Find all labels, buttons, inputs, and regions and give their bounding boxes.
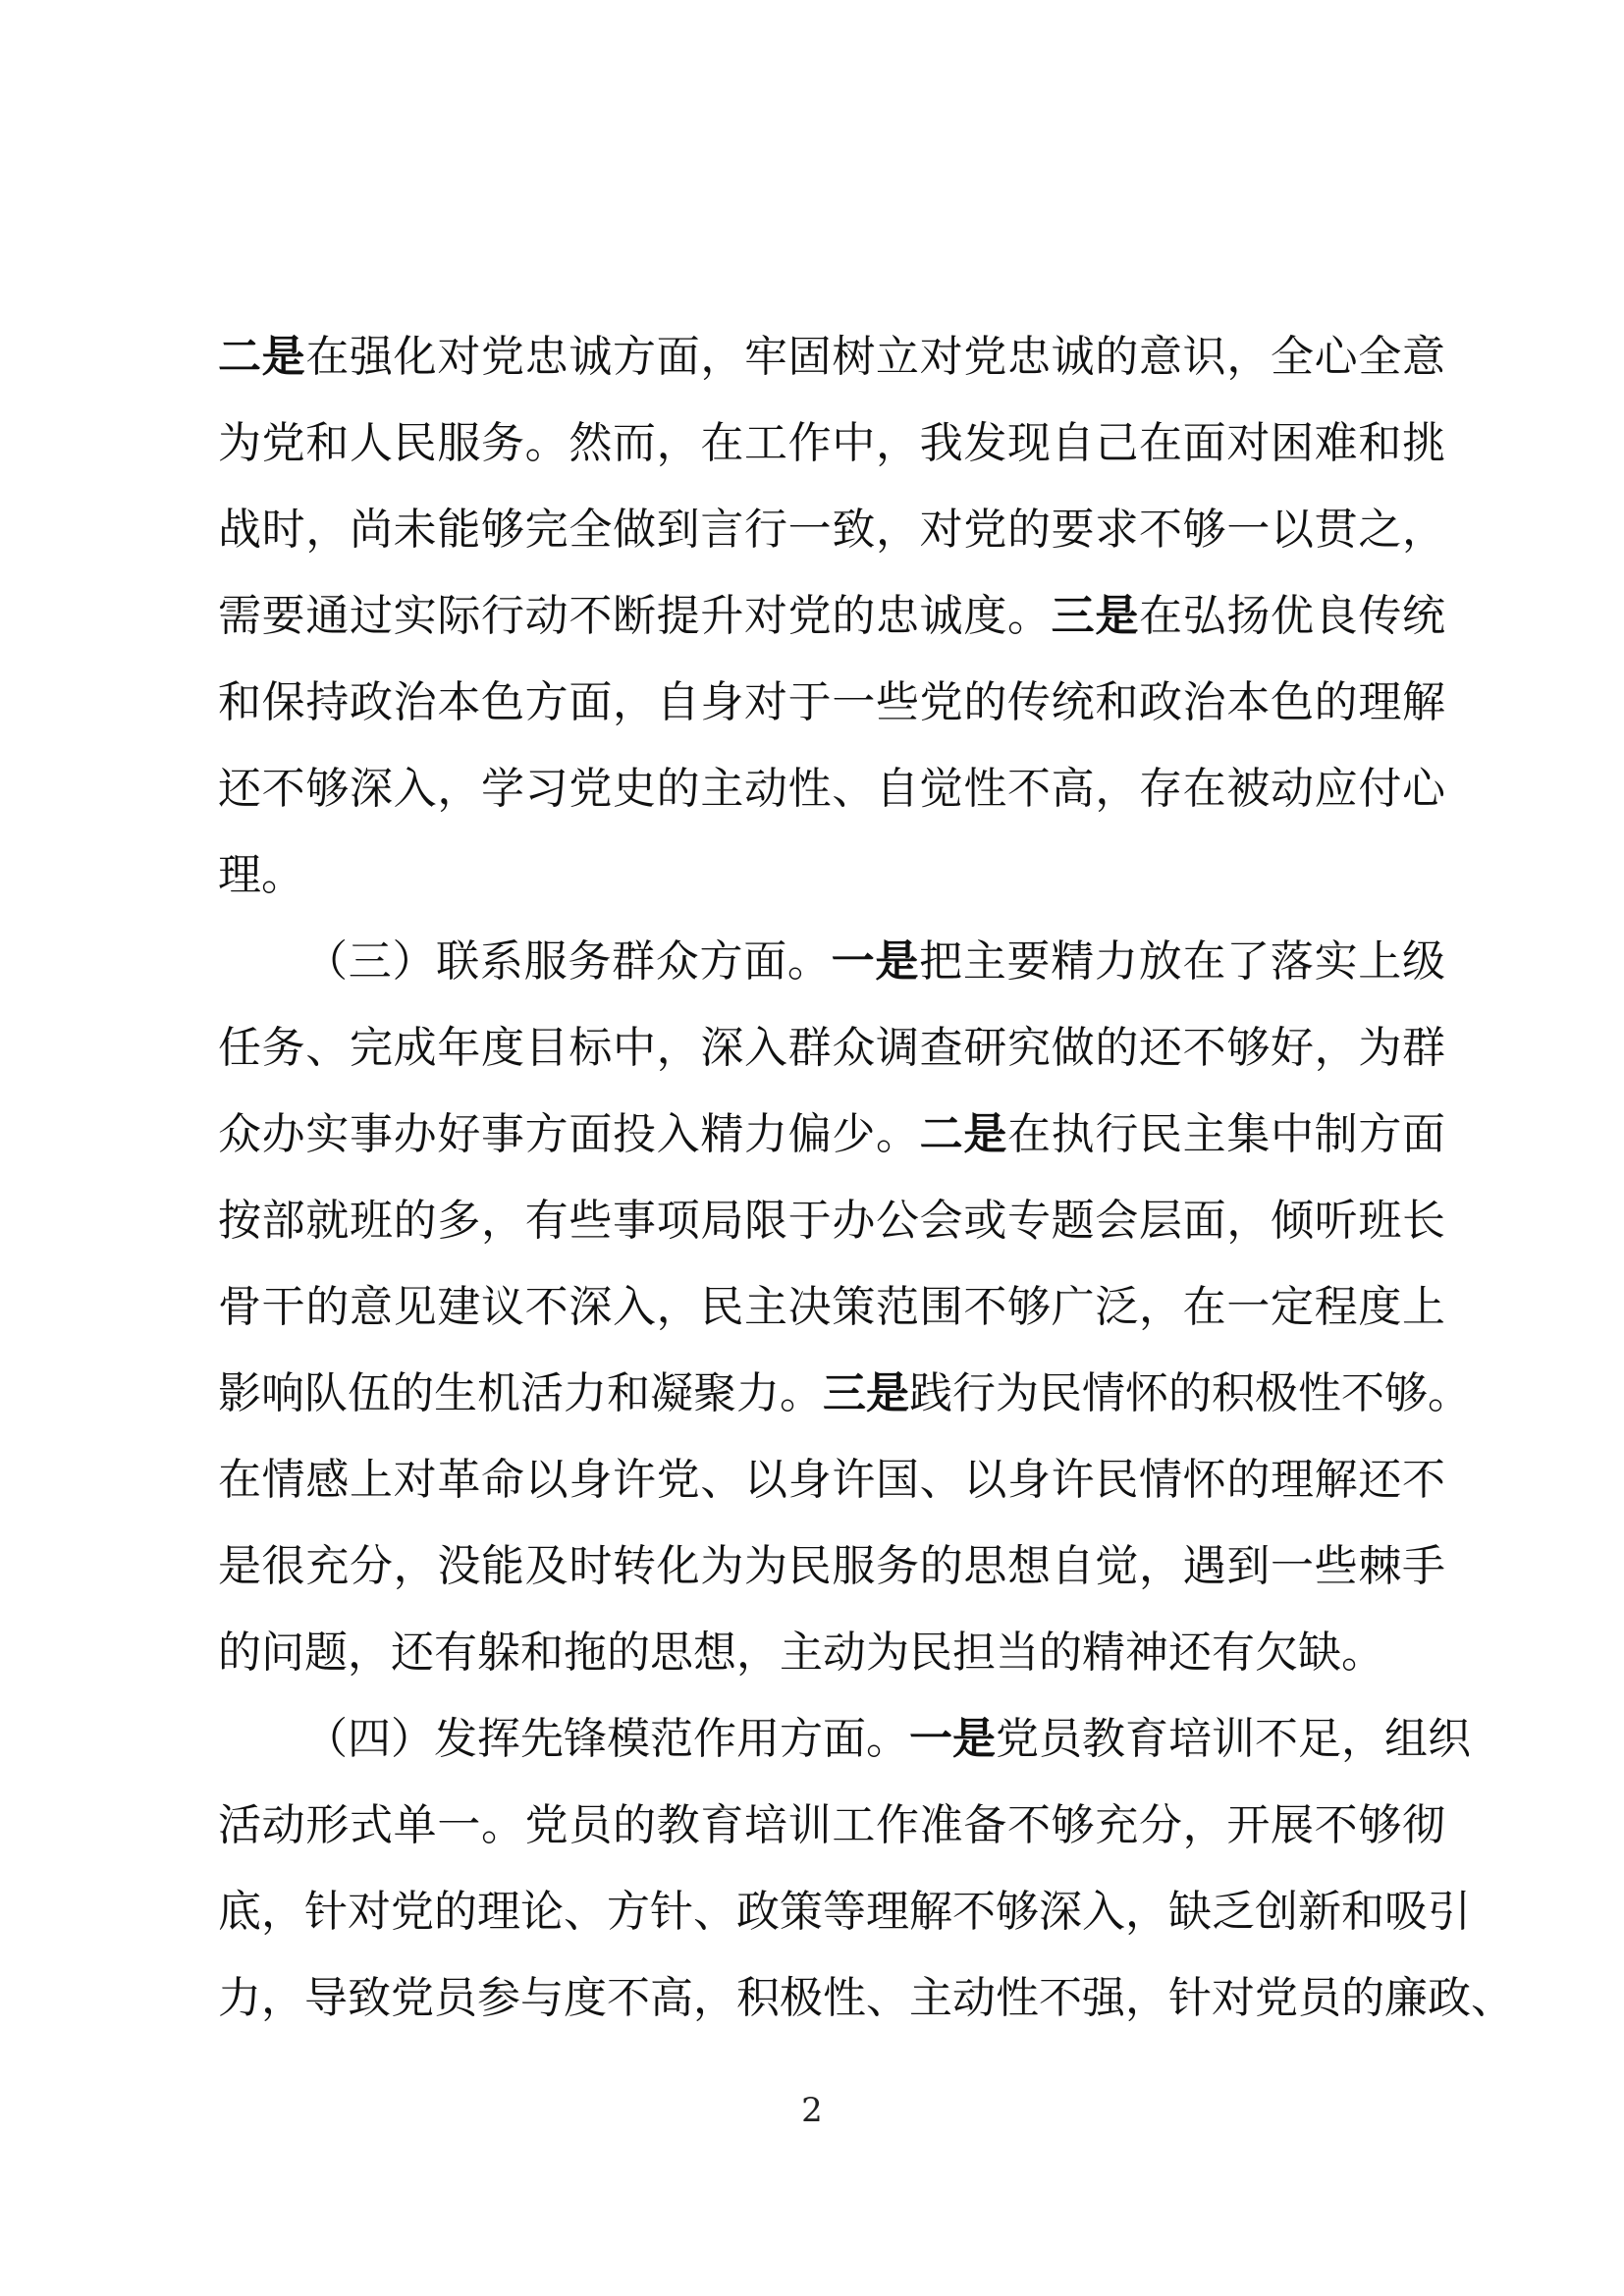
text-segment: 践行为民情怀的积极性不够。 [909, 1368, 1471, 1418]
bold-text-segment: 三是 [1051, 591, 1140, 641]
text-segment: 按部就班的多，有些事项局限于办公会或专题会层面，倾听班长 [218, 1196, 1445, 1246]
bold-text-segment: 一是 [909, 1714, 996, 1764]
text-segment: 为党和人民服务。然而，在工作中，我发现自己在面对困难和挑 [218, 418, 1445, 468]
text-line [218, 919, 1445, 1005]
text-line [218, 1437, 1445, 1523]
text-line [218, 1783, 1445, 1869]
text-line [218, 487, 1445, 573]
bold-text-segment: 一是 [831, 936, 920, 987]
text-line [218, 1696, 1471, 1783]
document-body-text [218, 314, 1514, 2042]
bold-text-segment: 二是 [919, 1109, 1008, 1159]
text-segment: 战时，尚未能够完全做到言行一致，对党的要求不够一以贯之， [218, 505, 1445, 555]
bold-text-segment: 三是 [823, 1368, 909, 1418]
text-line [218, 573, 1445, 660]
text-line [218, 1005, 1445, 1092]
text-line [218, 1955, 1514, 2042]
text-segment: 需要通过实际行动不断提升对党的忠诚度。 [218, 591, 1052, 641]
text-segment: 影响队伍的生机活力和凝聚力。 [218, 1368, 823, 1418]
bold-text-segment: 二是 [218, 332, 306, 382]
text-segment: （三）联系服务群众方面。 [304, 936, 832, 987]
text-segment: 和保持政治本色方面，自身对于一些党的传统和政治本色的理解 [218, 677, 1445, 727]
text-line [218, 314, 1445, 400]
text-line [218, 1264, 1445, 1351]
text-line [218, 1092, 1445, 1178]
text-segment: 还不够深入，学习党史的主动性、自觉性不高，存在被动应付心 [218, 764, 1445, 814]
text-segment: 在强化对党忠诚方面，牢固树立对党忠诚的意识，全心全意 [305, 332, 1446, 382]
page-number: 2 [801, 2091, 823, 2130]
text-segment: 在执行民主集中制方面 [1007, 1109, 1446, 1159]
text-segment: 活动形式单一。党员的教育培训工作准备不够充分，开展不够彻 [218, 1800, 1445, 1850]
text-segment: 任务、完成年度目标中，深入群众调查研究做的还不够好，为群 [218, 1023, 1445, 1073]
text-segment: 把主要精力放在了落实上级 [919, 936, 1446, 987]
text-segment: 力，导致党员参与度不高，积极性、主动性不强，针对党员的廉政、 [218, 1973, 1514, 2023]
text-line [218, 1610, 1445, 1696]
text-segment: 是很充分，没能及时转化为为民服务的思想自觉，遇到一些棘手 [218, 1541, 1445, 1591]
text-line [218, 660, 1445, 746]
text-segment: （四）发挥先锋模范作用方面。 [304, 1714, 909, 1764]
text-line [218, 1351, 1471, 1437]
text-line [218, 746, 1445, 832]
text-line [218, 1178, 1445, 1264]
text-segment: 众办实事办好事方面投入精力偏少。 [218, 1109, 920, 1159]
text-segment: 理。 [218, 850, 304, 900]
text-segment: 底，针对党的理论、方针、政策等理解不够深入，缺乏创新和吸引 [218, 1887, 1471, 1937]
text-line [218, 400, 1445, 487]
text-line [218, 832, 1445, 919]
text-segment: 党员教育培训不足，组织 [996, 1714, 1471, 1764]
text-segment: 骨干的意见建议不深入，民主决策范围不够广泛，在一定程度上 [218, 1282, 1445, 1332]
text-line [218, 1523, 1445, 1610]
text-line [218, 1869, 1471, 1955]
text-segment: 在弘扬优良传统 [1139, 591, 1446, 641]
text-segment: 在情感上对革命以身许党、以身许国、以身许民情怀的理解还不 [218, 1455, 1445, 1505]
text-segment: 的问题，还有躲和拖的思想，主动为民担当的精神还有欠缺。 [218, 1628, 1384, 1678]
